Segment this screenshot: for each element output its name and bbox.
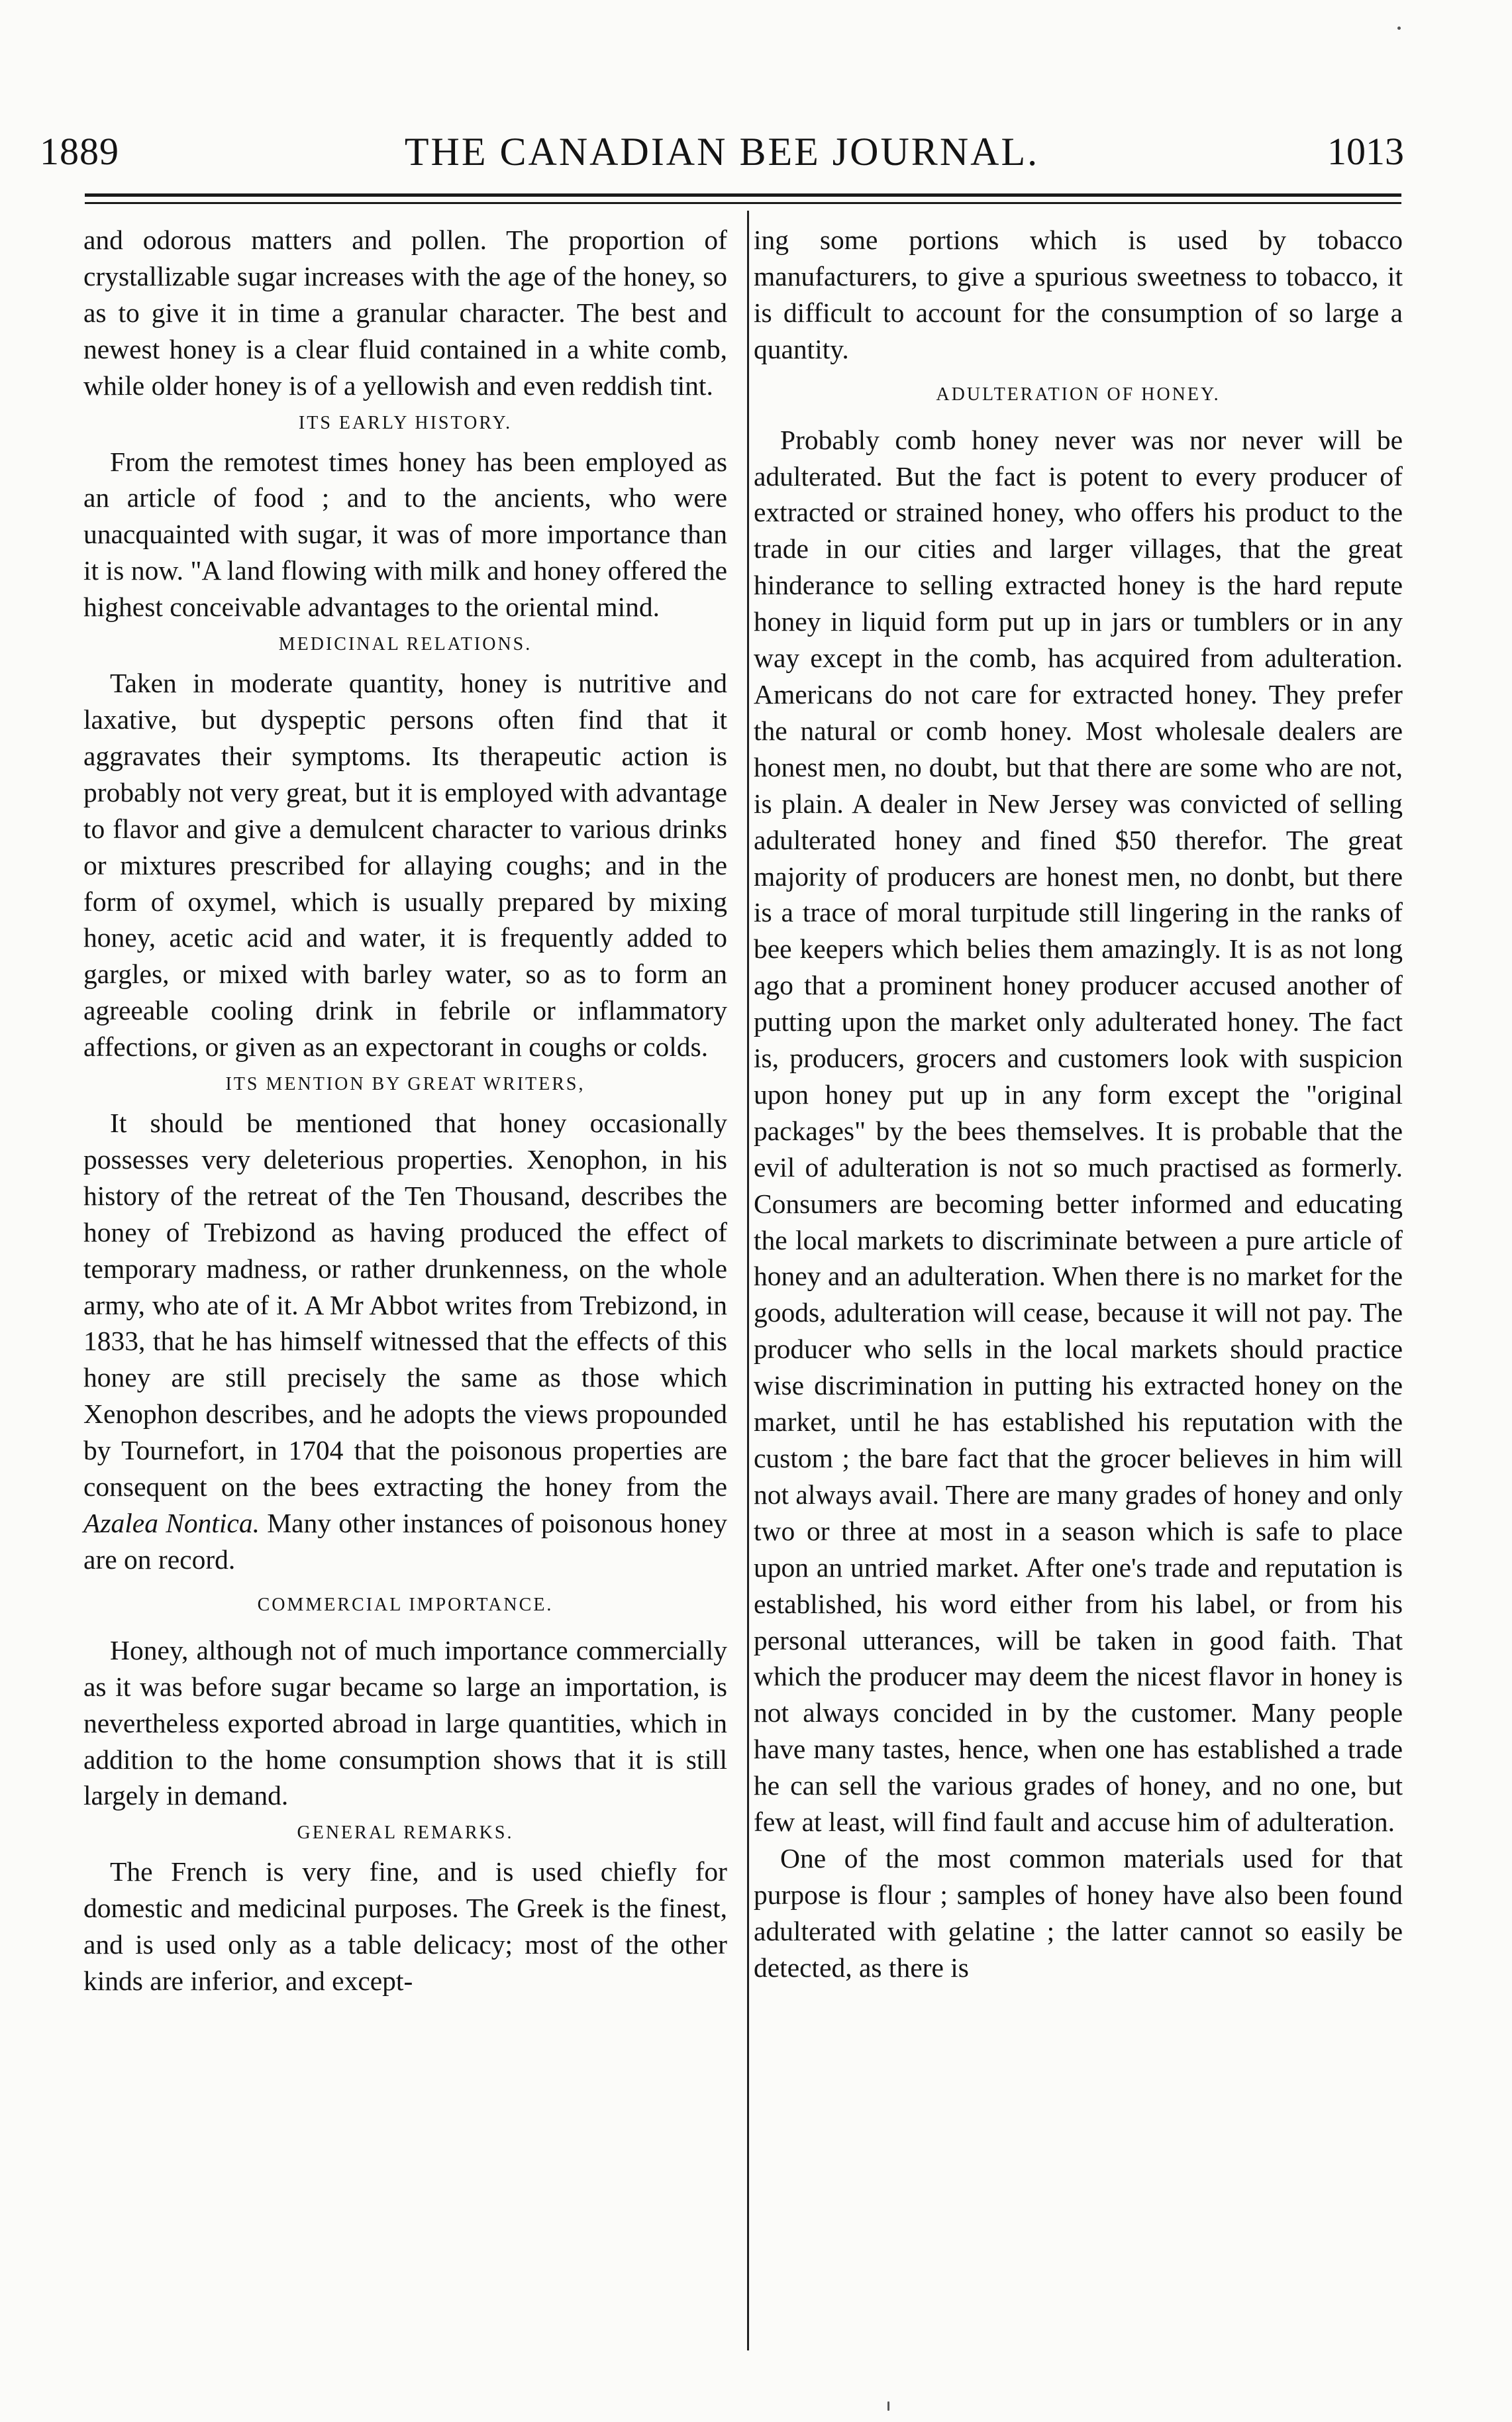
text-run: It should be mentioned that honey occasionally possesses very deleterious properties. Xenophon, in his history of the retreat of the Ten Thousand, describes the honey of Trebizond as having produced the effect of temporary madness, or rather drunkenness, on the whole army, who ate of it. A Mr Abbot writes from Trebizond, in 1833, that he has himself witnessed that the effects of this honey are still precisely the same as those which Xenophon describes, and he adopts the views propounded by Tournefort, in 1704 that the poisonous properties are consequent on the bees extracting the honey from the xyxy=(83,1108,727,1502)
paragraph-adulteration: Probably comb honey never was nor never will be adulterated. But the fact is potent to every producer of extracted or strained honey, who offers his product to the trade in our cities and larger villages, that the great hinderance to selling extracted honey is the hard repute honey in liquid form put up in jars or tumblers or in any way except in the comb, has acquired from adulteration. Americans do not care for extracted honey. They prefer the natural or comb honey. Most wholesale dealers are honest men, no doubt, but that there are some who are not, is plain. A dealer in New Jersey was convicted of selling adulterated honey and fined $50 therefor. The great majority of producers are honest men, no donbt, but there is a trace of moral turpitude still lingering in the ranks of bee keepers which belies them amazingly. It is as not long ago that a prominent honey producer accused another of putting upon the market only adulterated honey. The fact is, producers, grocers and customers look with suspicion upon honey put up in any form except the "original packages" by the bees themselves. It is probable that the evil of adulteration is not so much practised as formerly. Consumers are becoming better informed and educating the local markets to discriminate between a pure article of honey and an adulteration. When there is no market for the goods, adulteration will cease, because it will not pay. The producer who sells in the local markets should practice wise discrimination in putting his extracted honey on the market, until he has established his reputation with the custom ; the bare fact that the grocer believes in him will not always avail. There are many grades of honey and only two or three at most in a season which is safe to place upon an untried market. After one's trade and reputation is established, his word either from his label, or from his personal utterances, will be taken in good faith. That which the producer may deem the nicest flavor in honey is not always concided in by the customer. Many people have many tastes, hence, when one has established a trade he can sell the various grades of honey, and no one, but few at least, will find fault and accuse him of adulteration. xyxy=(754,424,1403,1838)
text-run: Many other instances of poisonous honey are on record. xyxy=(83,1508,727,1575)
section-heading-early-history: ITS EARLY HISTORY. xyxy=(298,412,513,433)
paragraph-general-remarks: The French is very fine, and is used chiefly for domestic and medicinal purposes. The Greek is the finest, and is used only as a table delicacy; most of the other kinds are inferior, and except- xyxy=(83,1856,727,1997)
paragraph-medicinal: Taken in moderate quantity, honey is nutritive and laxative, but dyspeptic persons often find that it aggravates their symptoms. Its therapeutic action is probably not very great, but it is employed with advantage to flavor and give a demulcent character to various drinks or mixtures prescribed for allaying coughs; and in the form of oxymel, which is usually prepared by mixing honey, acetic acid and water, it is frequently added to gargles, or mixed with barley water, so as to form an agreeable cooling drink in febrile or inflammatory affections, or given as an expectorant in coughs or colds. xyxy=(83,668,727,1063)
running-header xyxy=(40,129,1404,189)
section-heading-commercial: COMMERCIAL IMPORTANCE. xyxy=(257,1594,554,1615)
species-name: Azalea Nontica. xyxy=(83,1508,260,1538)
section-heading-medicinal: MEDICINAL RELATIONS. xyxy=(278,634,532,655)
paragraph-early-history: From the remotest times honey has been employed as an article of food ; and to the ancients, who were unacquainted with sugar, it was of more importance than it is now. "A land flowing with milk and honey offered the highest conceivable advantages to the oriental mind. xyxy=(83,446,727,623)
section-heading-adulteration: ADULTERATION OF HONEY. xyxy=(936,384,1221,405)
paragraph-materials: One of the most common materials used for that purpose is flour ; samples of honey have also been found adulterated with gelatine ; the latter cannot so easily be detected, as there is xyxy=(754,1842,1403,1983)
column-divider xyxy=(747,211,749,2350)
paragraph-continued: and odorous matters and pollen. The proportion of crystallizable sugar increases with the age of the honey, so as to give it in time a granular character. The best and newest honey is a clear fluid contained in a white comb, while older honey is of a yellowish and even reddish tint. xyxy=(83,225,727,401)
page-number: 1013 xyxy=(1327,130,1404,173)
section-heading-great-writers: ITS MENTION BY GREAT WRITERS, xyxy=(225,1074,585,1095)
journal-title: THE CANADIAN BEE JOURNAL. xyxy=(404,130,1040,174)
paragraph-commercial: Honey, although not of much importance commercially as it was before sugar became so large an importation, is nevertheless exported abroad in large quantities, which in addition to the home consumption shows that it is still largely in demand. xyxy=(83,1634,727,1811)
section-heading-general-remarks: GENERAL REMARKS. xyxy=(297,1822,514,1844)
paragraph-continued: ing some portions which is used by tobacco manufacturers, to give a spurious sweetness to tobacco, it is difficult to account for the consumption of so large a quantity. xyxy=(754,225,1403,364)
left-column xyxy=(83,222,727,1999)
header-rule-thick xyxy=(85,193,1401,197)
scan-speck xyxy=(1397,26,1401,30)
header-year: 1889 xyxy=(40,130,119,173)
right-column xyxy=(754,222,1403,1986)
header-rule-thin xyxy=(85,202,1401,204)
paragraph-great-writers xyxy=(83,1105,727,1578)
scan-speck xyxy=(887,2401,889,2411)
